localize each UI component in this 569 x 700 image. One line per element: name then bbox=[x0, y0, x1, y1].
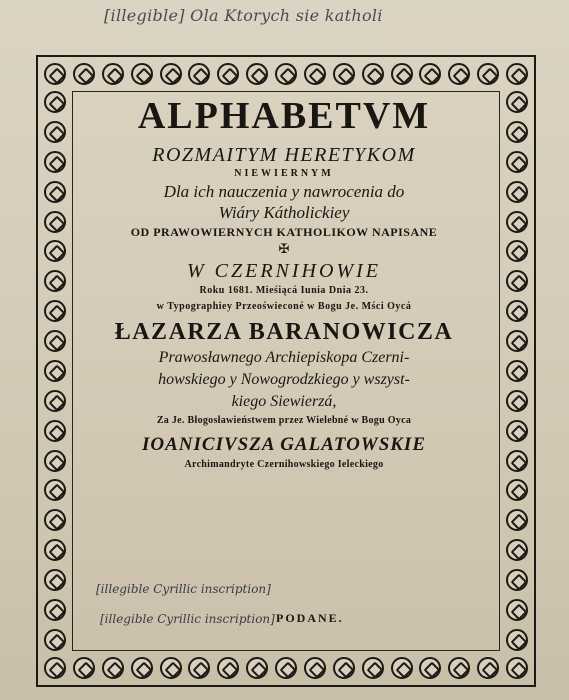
ornament-icon bbox=[44, 479, 66, 501]
blessing-line: Za Je. Błogosławieństwem przez Wielebné w Bogu Oyca bbox=[156, 415, 412, 426]
handwritten-note-bottom-2: [illegible Cyrillic inscription] bbox=[100, 612, 275, 626]
ornament-icon bbox=[506, 240, 528, 262]
ioan-name: IOANICIVSZA GALATOWSKIE bbox=[142, 434, 426, 455]
ornament-icon bbox=[44, 151, 66, 173]
subtitle-3: Dla ich nauczenia y nawrocenia do bbox=[163, 182, 405, 201]
ornament-icon bbox=[304, 657, 326, 679]
ornament-icon bbox=[275, 657, 297, 679]
ornament-icon bbox=[391, 63, 413, 85]
ornament-icon bbox=[160, 657, 182, 679]
ornament-icon bbox=[44, 300, 66, 322]
printing-house: w Typographiey Przeoświeconé w Bogu Je. Mści Oycá bbox=[156, 301, 412, 312]
ornament-icon bbox=[477, 657, 499, 679]
ornament-icon bbox=[506, 330, 528, 352]
ornament-icon bbox=[506, 657, 528, 679]
ornament-icon bbox=[477, 63, 499, 85]
ornament-icon bbox=[448, 657, 470, 679]
ornament-band-bottom bbox=[44, 655, 528, 681]
ornament-band-left bbox=[42, 91, 68, 651]
ornament-icon bbox=[73, 63, 95, 85]
ornament-icon bbox=[506, 569, 528, 591]
ornament-icon bbox=[506, 420, 528, 442]
ornament-icon bbox=[506, 509, 528, 531]
ornament-icon bbox=[419, 63, 441, 85]
ornament-icon bbox=[506, 121, 528, 143]
ornament-icon bbox=[506, 479, 528, 501]
subtitle-1: ROZMAITYM HERETYKOM bbox=[152, 144, 416, 166]
ornament-icon bbox=[44, 121, 66, 143]
ornament-icon bbox=[73, 657, 95, 679]
ornament-band-right bbox=[504, 91, 530, 651]
ornament-icon bbox=[217, 657, 239, 679]
ornament-icon bbox=[217, 63, 239, 85]
ornament-icon bbox=[160, 63, 182, 85]
ornament-icon bbox=[44, 657, 66, 679]
ornament-icon bbox=[44, 91, 66, 113]
ornament-icon bbox=[506, 211, 528, 233]
subtitle-5: OD PRAWOWIERNYCH KATHOLIKOW NAPISANE bbox=[130, 225, 438, 239]
handwritten-note-top: [illegible] Ola Ktorych sie katholi bbox=[104, 6, 383, 25]
ornament-icon bbox=[506, 599, 528, 621]
ornament-icon bbox=[304, 63, 326, 85]
ornament-icon bbox=[102, 63, 124, 85]
ornament-icon bbox=[506, 181, 528, 203]
ornament-icon bbox=[44, 240, 66, 262]
ornament-icon bbox=[448, 63, 470, 85]
ornament-icon bbox=[44, 539, 66, 561]
ornament-icon bbox=[419, 657, 441, 679]
ornament-icon bbox=[333, 657, 355, 679]
podane-label: PODANE. bbox=[276, 611, 344, 625]
ornament-icon bbox=[131, 63, 153, 85]
ornament-icon bbox=[333, 63, 355, 85]
ornament-icon bbox=[44, 569, 66, 591]
author-title-line-3: kiego Siewierzá, bbox=[231, 393, 337, 410]
ornament-icon bbox=[506, 91, 528, 113]
ornament-icon bbox=[44, 181, 66, 203]
ornament-icon bbox=[102, 657, 124, 679]
ornament-icon bbox=[188, 63, 210, 85]
ornament-icon bbox=[506, 629, 528, 651]
ornament-icon bbox=[44, 63, 66, 85]
ornament-icon bbox=[506, 539, 528, 561]
ornament-icon bbox=[506, 151, 528, 173]
print-date: Roku 1681. Mieśiącá Iunia Dnia 23. bbox=[199, 285, 369, 296]
ornament-icon bbox=[188, 657, 210, 679]
ornament-icon bbox=[44, 450, 66, 472]
subtitle-2: NIEWIERNYM bbox=[234, 168, 334, 179]
author-name: ŁAZARZA BARANOWICZA bbox=[114, 319, 454, 345]
author-title-line-2: howskiego y Nowogrodzkiego y wszyst- bbox=[158, 371, 410, 388]
ornament-icon bbox=[362, 63, 384, 85]
ornament-icon bbox=[506, 63, 528, 85]
ornament-icon bbox=[44, 599, 66, 621]
subtitle-4: Wiáry Kátholickiey bbox=[218, 203, 350, 222]
ornament-icon bbox=[506, 450, 528, 472]
ornament-icon bbox=[44, 360, 66, 382]
ornament-icon bbox=[275, 63, 297, 85]
ornament-icon bbox=[44, 330, 66, 352]
ornament-icon bbox=[44, 420, 66, 442]
title-text-block bbox=[72, 95, 496, 473]
ornament-icon bbox=[246, 63, 268, 85]
ornament-band-top bbox=[44, 61, 528, 87]
ornament-icon bbox=[246, 657, 268, 679]
ornament-icon bbox=[44, 509, 66, 531]
handwritten-note-bottom-1: [illegible Cyrillic inscription] bbox=[96, 582, 271, 596]
archimandrite-line: Archimandryte Czernihowskiego Ieleckiego bbox=[184, 459, 384, 470]
ornament-icon bbox=[362, 657, 384, 679]
ornament-icon bbox=[131, 657, 153, 679]
ornament-icon bbox=[391, 657, 413, 679]
main-title: ALPHABETVM bbox=[137, 95, 431, 137]
ornament-icon bbox=[44, 390, 66, 412]
place-of-print: W CZERNIHOWIE bbox=[187, 260, 381, 282]
ornament-icon bbox=[506, 270, 528, 292]
ornament-icon bbox=[44, 270, 66, 292]
ornament-icon bbox=[44, 211, 66, 233]
cross-icon: ✠ bbox=[278, 241, 290, 256]
author-title-line-1: Prawosławnego Archiepiskopa Czerni- bbox=[158, 349, 410, 366]
ornament-icon bbox=[44, 629, 66, 651]
ornament-icon bbox=[506, 300, 528, 322]
ornament-icon bbox=[506, 360, 528, 382]
ornament-icon bbox=[506, 390, 528, 412]
